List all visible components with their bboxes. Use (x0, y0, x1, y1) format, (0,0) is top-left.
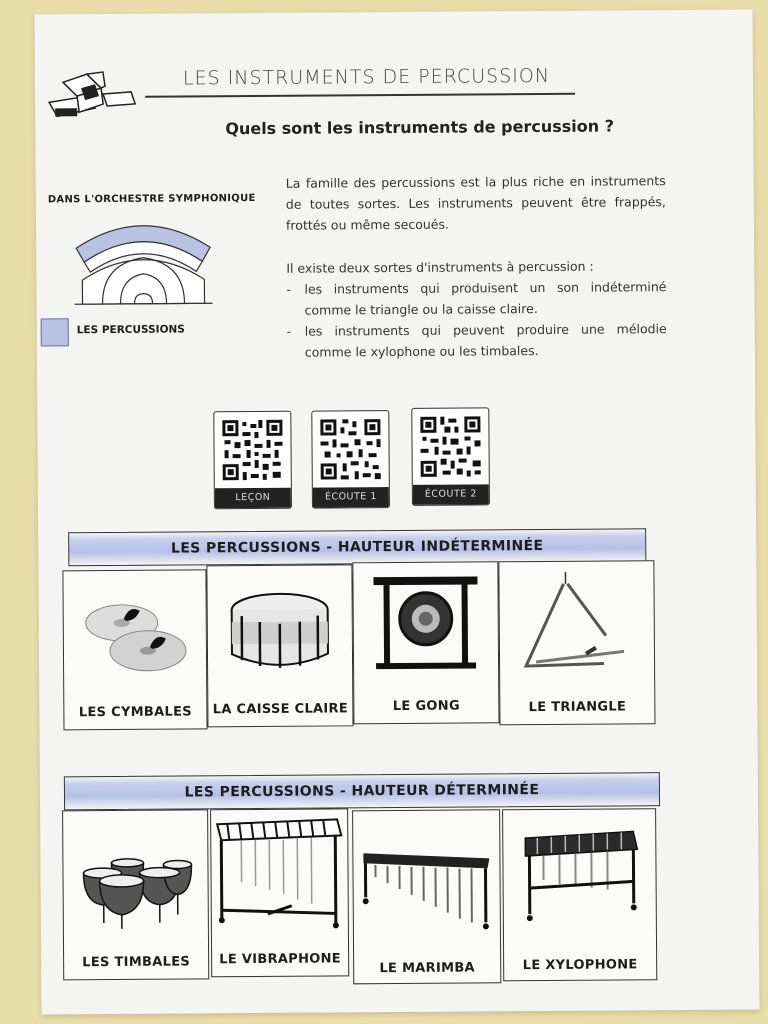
marimba-icon (353, 810, 500, 941)
instrument-label: LES TIMBALES (82, 954, 191, 971)
triangle-icon (499, 561, 654, 692)
instrument-label: LES CYMBALES (78, 704, 192, 721)
qr-card-ecoute-1[interactable] (311, 410, 390, 509)
qr-code-icon (418, 414, 482, 478)
orchestra-diagram (74, 213, 213, 314)
instrument-label: LE XYLOPHONE (522, 957, 638, 974)
instrument-label: LE GONG (392, 698, 460, 715)
vibraphone-icon (211, 809, 348, 940)
gong-icon (353, 562, 498, 693)
orchestra-label: DANS L'ORCHESTRE SYMPHONIQUE (47, 192, 256, 206)
instrument-card-vibraphone (210, 808, 349, 977)
page-title: LES INSTRUMENTS DE PERCUSSION (182, 64, 551, 90)
xylophone-icon (503, 809, 656, 940)
qr-card-lecon[interactable] (213, 411, 292, 510)
instrument-card-snare (206, 564, 353, 727)
instrument-label: LE VIBRAPHONE (219, 951, 342, 968)
question-heading: Quels sont les instruments de percussion ? (225, 116, 615, 139)
types-block (286, 255, 667, 363)
instrument-card-triangle (498, 560, 655, 725)
timpani-icon (63, 810, 208, 941)
snare-drum-icon (207, 565, 352, 696)
instrument-card-gong (352, 561, 499, 724)
boxes-logo-icon (43, 66, 151, 127)
legend-label: LES PERCUSSIONS (76, 323, 185, 337)
types-list-item: - les instruments qui produisent un son indéterminé comme le triangle ou la caisse claire. (286, 276, 666, 321)
types-intro: Il existe deux sortes d'instruments à percussion : (286, 258, 594, 276)
types-list (286, 276, 667, 363)
qr-caption: ÉCOUTE 1 (313, 487, 389, 508)
instrument-label: LA CAISSE CLAIRE (212, 701, 349, 718)
instrument-label: LE TRIANGLE (528, 699, 627, 716)
intro-paragraph: La famille des percussions est la plus riche en instruments de toutes sortes. Les instruments peuvent être frappés, frottés ou même secoués. (285, 173, 666, 233)
section-determined-title: LES PERCUSSIONS - HAUTEUR DÉTERMINÉE (64, 772, 660, 810)
instrument-card-cymbals (62, 569, 207, 730)
title-underline (145, 93, 575, 98)
instrument-card-marimba (352, 809, 501, 984)
instrument-card-timpani (62, 809, 209, 980)
qr-card-ecoute-2[interactable] (411, 407, 490, 506)
qr-code-icon (220, 418, 284, 482)
qr-code-icon (318, 417, 382, 481)
qr-caption: LEÇON (215, 488, 291, 509)
section-indetermined-title: LES PERCUSSIONS - HAUTEUR INDÉTERMINÉE (68, 528, 646, 566)
instrument-label: LE MARIMBA (379, 960, 475, 977)
instrument-card-xylophone (502, 808, 657, 981)
cymbals-icon (63, 570, 206, 701)
worksheet-page (35, 10, 760, 1015)
qr-caption: ÉCOUTE 2 (413, 484, 489, 505)
types-list-item: - les instruments qui peuvent produire une mélodie comme le xylophone ou les timbales. (287, 318, 667, 363)
legend-color-swatch (41, 318, 69, 346)
